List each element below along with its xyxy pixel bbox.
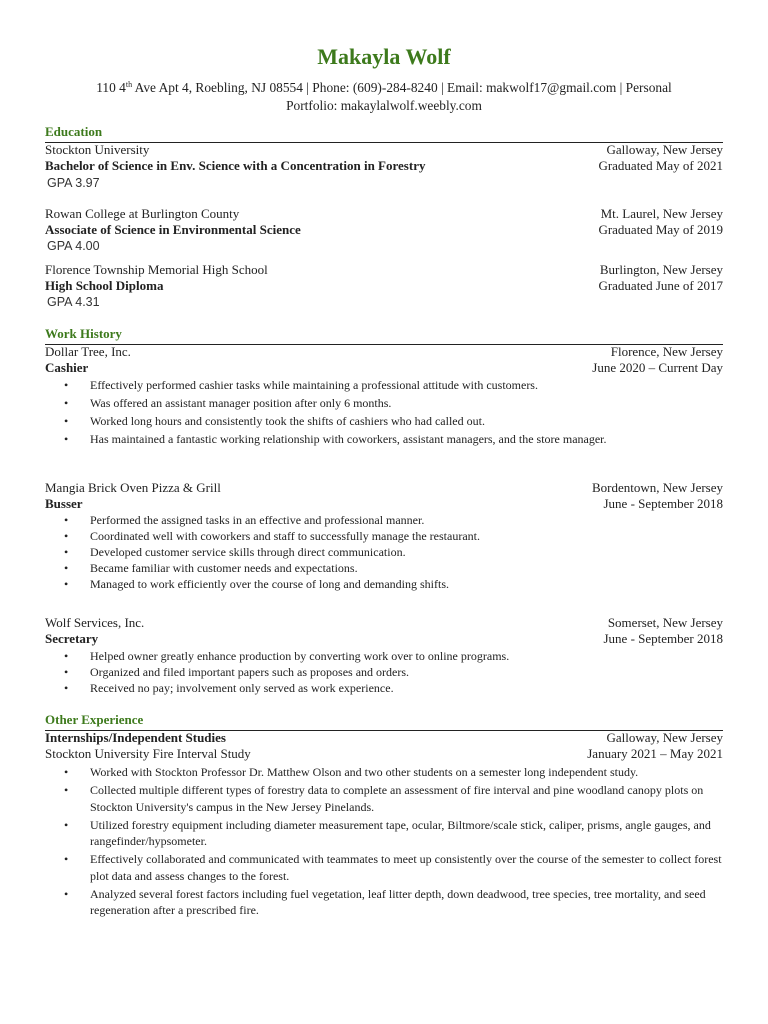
list-item [62, 431, 724, 448]
job-date: June - September 2018 [603, 631, 723, 646]
job-date: June 2020 – Current Day [592, 360, 723, 375]
list-item [62, 764, 724, 781]
bullet-text: Managed to work efficiently over the course of long and demanding shifts. [90, 577, 450, 591]
bullet-text: Has maintained a fantastic working relationship with coworkers, assistant managers, and the store manager. [90, 432, 607, 446]
school-name: Stockton University [45, 142, 150, 157]
degree: High School Diploma [45, 278, 164, 293]
education-row [45, 222, 723, 238]
bullet-glyph: • [64, 817, 69, 832]
resume-name: Makayla Wolf [317, 44, 451, 69]
bullet-text: Worked with Stockton Professor Dr. Matthew Olson and two other students on a semester long independent study. [90, 765, 639, 779]
job-row [45, 480, 723, 496]
list-item [62, 395, 724, 412]
graduation-date: Graduated May of 2021 [598, 158, 723, 173]
employer: Mangia Brick Oven Pizza & Grill [45, 480, 221, 495]
job-row [45, 631, 723, 647]
employer: Wolf Services, Inc. [45, 615, 145, 630]
list-item [62, 664, 724, 680]
list-item [62, 560, 724, 576]
job-location: Florence, New Jersey [610, 344, 723, 359]
job-location: Somerset, New Jersey [607, 615, 723, 630]
job-role: Secretary [45, 631, 99, 646]
bullet-text: Was offered an assistant manager position after only 6 months. [90, 396, 392, 410]
graduation-date: Graduated June of 2017 [598, 278, 723, 293]
education-row [45, 278, 723, 294]
contact-line-1: Ave Apt 4, Roebling, NJ 08554 | Phone: (609)-284-8240 | Email: makwolf17@gmail.com | Personal [132, 80, 672, 95]
bullet-text: Developed customer service skills through direct communication. [90, 545, 406, 559]
school-name: Rowan College at Burlington County [45, 206, 240, 221]
gpa: GPA 4.00 [47, 239, 100, 253]
job-date: June - September 2018 [603, 496, 723, 511]
bullet-text: Helped owner greatly enhance production by converting work over to online programs. [90, 649, 510, 663]
experience-location: Galloway, New Jersey [606, 730, 723, 745]
bullet-text: Received no pay; involvement only served as work experience. [90, 681, 394, 695]
degree: Bachelor of Science in Env. Science with a Concentration in Forestry [45, 158, 426, 173]
bullet-text: Coordinated well with coworkers and staff to successfully manage the restaurant. [90, 529, 480, 543]
list-item [62, 544, 724, 560]
list-item [62, 851, 724, 884]
bullet-glyph: • [64, 886, 69, 901]
school-location: Burlington, New Jersey [599, 262, 723, 277]
list-item [62, 680, 724, 696]
job-bullet-list [62, 648, 724, 696]
job-bullet-list [62, 377, 724, 449]
job-location: Bordentown, New Jersey [591, 480, 723, 495]
list-item [62, 817, 724, 850]
bullet-text: Collected multiple different types of forestry data to complete an assessment of fire interval and pine woodland canopy plots on Stockton University's campus in the New Jersey Pinelands. [90, 783, 704, 814]
bullet-glyph: • [64, 665, 69, 679]
bullet-glyph: • [64, 432, 69, 446]
job-row [45, 344, 723, 360]
degree: Associate of Science in Environmental Science [45, 222, 301, 237]
bullet-text: Became familiar with customer needs and expectations. [90, 561, 358, 575]
other-experience-heading: Other Experience [45, 712, 144, 727]
study-name: Stockton University Fire Interval Study [45, 746, 251, 761]
list-item [62, 512, 724, 528]
job-row [45, 360, 723, 376]
job-row [45, 615, 723, 631]
gpa: GPA 4.31 [47, 295, 100, 309]
bullet-glyph: • [64, 649, 69, 663]
school-name: Florence Township Memorial High School [45, 262, 268, 277]
school-location: Galloway, New Jersey [606, 142, 723, 157]
contact-line-2: Portfolio: makaylalwolf.weebly.com [286, 98, 482, 113]
education-row [45, 262, 723, 278]
bullet-glyph: • [64, 378, 69, 392]
contact-address-suffix: th [125, 80, 133, 89]
job-row [45, 496, 723, 512]
contact-address-number: 110 4 [96, 80, 126, 95]
list-item [62, 782, 724, 815]
education-row [45, 206, 723, 222]
employer: Dollar Tree, Inc. [45, 344, 131, 359]
study-bullet-list [62, 764, 724, 920]
job-role: Cashier [45, 360, 89, 375]
list-item [62, 576, 724, 592]
bullet-text: Utilized forestry equipment including diameter measurement tape, ocular, Biltmore/scale stick, caliper, prisms, angle gauges, and rangefinder/hypsometer. [90, 817, 711, 848]
bullet-glyph: • [64, 396, 69, 410]
bullet-text: Effectively performed cashier tasks while maintaining a professional attitude with customers. [90, 378, 538, 392]
list-item [62, 886, 724, 919]
work-history-heading: Work History [45, 326, 122, 341]
education-heading: Education [45, 124, 103, 139]
graduation-date: Graduated May of 2019 [598, 222, 723, 237]
bullet-text: Worked long hours and consistently took the shifts of cashiers who had called out. [90, 414, 485, 428]
gpa: GPA 3.97 [47, 176, 100, 190]
bullet-glyph: • [64, 852, 69, 866]
job-role: Busser [45, 496, 83, 511]
bullet-text: Analyzed several forest factors including fuel vegetation, leaf litter depth, down deadwood, tree species, tree mortality, and seed regeneration after a prescribed fire. [90, 886, 706, 917]
list-item [62, 528, 724, 544]
list-item [62, 648, 724, 664]
bullet-glyph: • [64, 681, 69, 695]
contact-info [60, 79, 708, 115]
bullet-glyph: • [64, 529, 69, 543]
bullet-text: Effectively collaborated and communicated with teammates to meet up consistently over the course of the semester to collect forest plot data and assess changes to the forest. [90, 852, 722, 883]
study-date: January 2021 – May 2021 [587, 746, 723, 761]
education-row [45, 142, 723, 158]
bullet-text: Performed the assigned tasks in an effective and professional manner. [90, 513, 425, 527]
experience-row [45, 746, 723, 762]
bullet-glyph: • [64, 783, 69, 797]
job-bullet-list [62, 512, 724, 592]
list-item [62, 377, 724, 394]
bullet-glyph: • [64, 561, 69, 575]
bullet-glyph: • [64, 513, 69, 527]
bullet-text: Organized and filed important papers such as proposes and orders. [90, 665, 410, 679]
education-row [45, 158, 723, 174]
bullet-glyph: • [64, 765, 69, 779]
bullet-glyph: • [64, 545, 69, 559]
experience-category: Internships/Independent Studies [45, 730, 226, 745]
school-location: Mt. Laurel, New Jersey [600, 206, 723, 221]
list-item [62, 413, 724, 430]
experience-row [45, 730, 723, 746]
bullet-glyph: • [64, 577, 69, 591]
bullet-glyph: • [64, 414, 69, 428]
